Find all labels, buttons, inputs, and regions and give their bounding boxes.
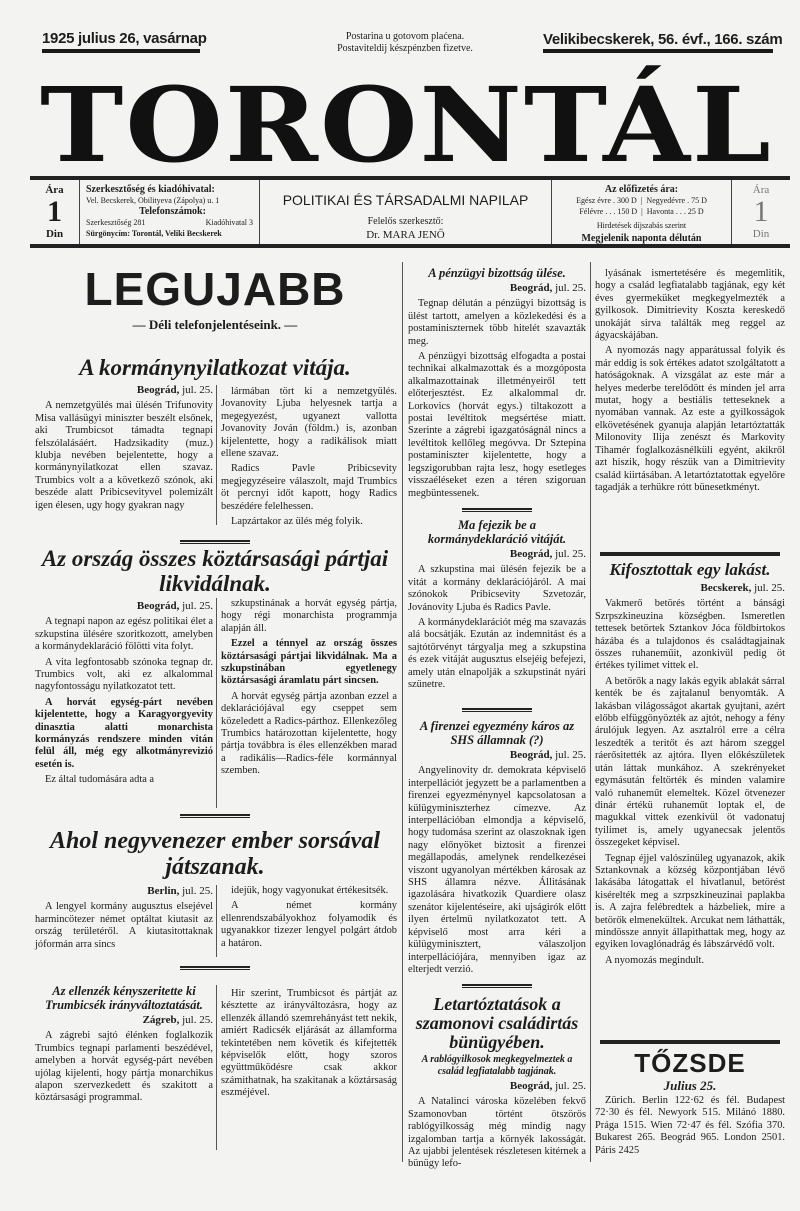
article-b2 — [408, 518, 586, 691]
article-a1-right — [221, 386, 397, 528]
article-c1 — [595, 268, 785, 494]
paragraph: A zágrebi sajtó élénken foglalkozik Trumbics tegnapi parlamenti beszédével, amelyben a horvát egység-párt nevében ujólag kijelenti, hogy pártja monarchikus alapon szervezkedett és szakitott a köztársasági programmal. — [35, 1030, 213, 1104]
subs-year: Egész évre . 300 D — [576, 196, 637, 205]
paragraph: Tegnap délután a pénzügyi bizottság is ülést tartott, amelyen a közlekedési és a postaminiszternek több hitelét szavazták meg. — [408, 298, 586, 347]
article-a2-left — [35, 598, 213, 787]
paper-type: POLITIKAI ÉS TÁRSADALMI NAPILAP — [282, 192, 529, 208]
editor-name: Dr. MARA JENŐ — [366, 229, 445, 241]
phone-publisher: Kiadóhivatal 3 — [205, 218, 253, 227]
dateline-city: Beográd, — [509, 548, 553, 560]
column-rule — [590, 262, 591, 1162]
separator — [180, 966, 250, 970]
paragraph: A horvát egység pártja azonban ezzel a deklarációjával egy cseppet sem közeledett a Radics-párthoz. Ellenkezőleg Trumbics határozottan kijelentette, hogy pártja továbbra is éles ellenzékben marad a radikális—Radics-féle kormánnyal szemben. — [221, 690, 397, 777]
paragraph: A nyomozás megindult. — [605, 954, 704, 966]
dateline-date: jul. 25. — [182, 885, 213, 897]
paragraph: Radics Pavle Pribicsevity megjegyzéseire válaszolt, majd Trumbics öt percnyi időt kapott, hogy Radics beszédére felelhessen. — [221, 463, 397, 512]
ads-rates: Hirdetések díjszabás szerint — [596, 221, 687, 230]
dateline-date: jul. 25. — [555, 548, 586, 560]
subs-quarter: Negyedévre . 75 D — [646, 196, 707, 205]
article-b4 — [408, 995, 586, 1171]
dateline-city: Zágreb, — [142, 1014, 180, 1026]
appears-daily: Megjelenik naponta délután — [581, 233, 702, 244]
subs-month: Havonta . . . 25 D — [646, 207, 704, 216]
paragraph: lyásának ismertetésére és megemlitik, hogy a család legfiatalabb tagjának, egy két éves gyermeküket megkegyelmezték a gyilkosok. Dimitrievity Koszta kereskedő unokáját sirva találták meg reggel az ágyacskájában. — [595, 268, 785, 342]
paragraph: A nyomozás nagy apparátussal folyik és már eddig is sok értékes adatot szolgáltatott a hatóságoknak. A vizsgálat az este már a helyes mederbe terelődött és minden jel arra mutat, hogy a bestiális tetteseknek a nyomában vannak. Az este a gyilkosságok elkövetésének gyanuja alapján letartóztatták Milonovity Ilija zenészt és Markovity Tihamér foglalkozásnélküli egyént, akikről azt hiszik, hogy részük van a Dimitrievity család kiirtásában. A letartóztatottak egyelőre tagadják a terhükre rótt bünesetkményt. — [595, 345, 785, 493]
separator — [180, 540, 250, 544]
paragraph: Zürich. Berlin 122·62 és fél. Budapest 72·30 és fél. Newyork 515. Milánó 1880. Prága 1515. Wien 72·47 és fél. Szófia 370. Bukarest 265. Beográd 965. London 2501. Páris 2425 — [595, 1095, 785, 1156]
paper-info — [260, 180, 552, 244]
paragraph: Hir szerint, Trumbicsot és pártját az késztette az irányváltozásra, hogy az ellenzék állandó szemrehányást tett nekik, amiért Radicsék eljárását az államforma tekintetében nem követik és kifejtették képviselők előtt, hogy szoros együttműködésre csak akkor számithatnak, ha szakitanak a köztársaság eszméjével. — [221, 988, 397, 1099]
paragraph: A horvát egység-párt nevében kijelentette, hogy a Karagyorgyevity dinasztia alatti monarchista kormányzás rendszere minden vitán felül áll, még egy alkotmányrevizió esetén is. — [35, 696, 213, 770]
dateline-date: jul. 25. — [555, 282, 586, 294]
dateline-city: Becskerek, — [700, 582, 752, 594]
dateline-date: jul. 25. — [555, 1080, 586, 1092]
rule — [543, 49, 773, 53]
dateline-date: jul. 25. — [182, 384, 213, 396]
separator — [462, 508, 532, 512]
postal-note — [300, 31, 510, 55]
paragraph: Tegnap éjjel valószinüleg ugyanazok, akik Sztankovnak a község központjában lévő lakásába látogattak el hivatlanul, betörést kisérelték meg a szrpszkineuzinai paplakba is. A zajra felébredtek a házbeliek, mire a betörők elmenekültek. Arcukat nem láthatták, mindössze annyit állapithattak meg, hogy az egyiken lovaglónadrág és lábszárvédő volt. — [595, 852, 785, 951]
paragraph: A vita legfontosabb szónoka tegnap dr. Trumbics volt, aki ez alkalommal nagyfontosságu nyilatkozatot tett. — [35, 656, 213, 693]
price-box-left — [30, 180, 80, 244]
masthead-logo: TORONTÁL — [40, 65, 773, 186]
postal-line-1: Postarina u gotovom plaćena. — [345, 31, 465, 42]
paragraph: Vakmerő betörés történt a bánsági Szrpszkineuzina községben. Ismeretlen tettesek betörtek Sztankov Jóca földbirtokos házába és a tulajdonos és családtagjainak összes ruhaneműit, azonkivül pedig öt értékes tyilimet vittek el. — [595, 598, 785, 672]
office-box — [80, 180, 260, 244]
paragraph: A tegnapi napon az egész politikai élet a szkupstina ülésére szoritkozott, amelyben a kormánydeklaráció fölötti vita folyt. — [35, 616, 213, 653]
subs-title: Az előfizetés ára: — [604, 184, 679, 195]
paragraph: A német kormány ellenrendszabályokhoz folyamodik és ugyanakkor tizezer lengyel polgárt átdob a határon. — [221, 900, 397, 949]
price-value: 1 — [47, 195, 62, 228]
dateline — [35, 384, 213, 396]
dateline-city: Berlin, — [147, 885, 180, 897]
paragraph: A szkupstina mai ülésén fejezik be a vitát a kormány deklarációjáról. A mai szónokok Pribicsevity Szvetozár, Jovánovity Ljuba és Radics Pavle. — [408, 564, 586, 613]
dateline-city: Beográd, — [509, 282, 553, 294]
paragraph: A betörők a nagy lakás egyik ablakát sárral kenték be és zajtalanul benyomták. A lakásban világosságot akartak gyujtani, azért előbb elfüggönyözték az ajtót, nehogy a fény árulójuk legyen. Az asztalról erre a célra leszedték a teritőt és azt három szeggel ráerősitették az ajtóra. Ilyen előkészületek után láttak munkához. A szekrényeket egymásután feltörték és minden valamire való ruhaneműt elemeltek. Közel ötvenezer dinár értékü ruhaneműt loptak el, de magukkal vittek ezenkivül öt vadonatuj tyilimet is, amely ugyanecsak jelentős összegeket képvisel. — [595, 675, 785, 849]
article-a2-right — [221, 598, 397, 778]
column-rule — [216, 385, 217, 525]
dateline-date: jul. 25. — [182, 1014, 213, 1026]
headline-a4: Az ellenzék kényszeritette ki Trumbicsék irányváltoztatását. — [45, 984, 203, 1012]
telegram-address: Sürgönycím: Torontál, Veliki Becskerek — [86, 229, 222, 238]
paragraph: lármában tört ki a nemzetgyülés. Jovanovity Ljuba helyesnek tartja a megegyezést, ugyanezt vallotta Jovanovity Jován (földm.) is, azonban kijelentette, hogy a radikálisok miatt ellene szavaz. — [221, 386, 397, 460]
column-rule — [216, 985, 217, 1150]
dateline-date: jul. 25. — [182, 600, 213, 612]
paragraph: A Natalinci városka közelében fekvő Szamonovban történt ötszörös rablógyilkosság még mindig nagy izgalomban tartja a környék lakosságát. Az ujabbi jelentések részletesen kitérnek a bünügy lefo- — [408, 1096, 586, 1170]
paragraph: Ez által tudomására adta a — [45, 774, 155, 786]
headline-b1: A pénzügyi bizottság ülése. — [428, 266, 566, 280]
subs-half: Félévre . . . 150 D — [579, 207, 638, 216]
separator — [462, 708, 532, 712]
dateline-city: Beográd, — [509, 1080, 553, 1092]
headline-a2: Az ország összes köztársasági pártjai likvidálnak. — [41, 546, 389, 596]
stock-exchange-date: Julius 25. — [663, 1078, 717, 1093]
article-c2 — [595, 560, 785, 967]
separator — [180, 814, 250, 818]
paragraph: Ezzel a ténnyel az ország összes köztársasági pártjai likvidálnak. Ma a szkupstinában egyetlenegy köztársasági áramlatu párt sincsen. — [221, 638, 397, 687]
subscription-box: Az előfizetés ára: Egész évre . 300 D | Negyedévre . 75 D Félévre . . . 150 D | Havonta . . . 25 D Hirdetések díjszabás szerint Megjelenik naponta délután — [552, 180, 732, 244]
price-unit: Din — [45, 228, 64, 240]
issue-date: 1925 julius 26, vasárnap — [42, 30, 207, 47]
paragraph: idejük, hogy vagyonukat értékesitsék. — [231, 885, 389, 896]
rule — [42, 49, 200, 53]
article-b3 — [408, 719, 586, 976]
headline-a1: A kormánynyilatkozat vitája. — [79, 355, 351, 380]
headline-c2: Kifosztottak egy lakást. — [609, 560, 771, 579]
article-a4-right — [221, 988, 397, 1100]
article-b1 — [408, 266, 586, 500]
paragraph: A kormánydeklarációt még ma szavazás alá bocsátják. Ezután az indemnitást és a sajtótörvényt tárgyalja meg a szkupstina és ezek vitáját augusztus elsejéig befejezi, amely után elnapolják a szkupstinát nyári szünetre. — [408, 617, 586, 691]
paragraph: Angyelinovity dr. demokrata képviselő interpellációt jegyzett be a parlamentben a firenzei egyezménynyel kapcsolatosan a külügyminiszterhez címezve. Az interpellációban elmondja a képviselő, hogy tudomása szerint az olaszoknak igen nagy előnyöket biztosit a firenzei megállapodás, amelynek rendelkezései viszont ugyanolyan mértékben károsak az SHS államra nézve. Állitásának igazolására hivatkozik Quardiere olasz szenátor kijelentéseire, aki ujságirók előtt ilyen értelmü nyilatkozatot tett. A képviselő most arra kéri a külügyminisztert, válaszoljon interpellációjára, mennyiben igaz az elterjedt verzió. — [408, 765, 586, 975]
column-rule — [216, 598, 217, 808]
editor-label: Felelős szerkesztő: — [367, 216, 444, 227]
separator — [600, 1040, 780, 1044]
headline-b3: A firenzei egyezmény káros az SHS államnak (?) — [419, 719, 575, 747]
separator — [600, 552, 780, 556]
headline-b2: Ma fejezik be a kormánydeklaráció vitáját. — [427, 518, 567, 546]
dateline-city: Beográd, — [136, 384, 180, 396]
dateline-city: Beográd, — [136, 600, 180, 612]
stock-exchange-title: TŐZSDE — [634, 1048, 746, 1078]
subheadline-b4: A rablógyilkosok megkegyelmeztek a család legfiatalabb tagjának. — [421, 1054, 573, 1077]
phone-editorial: Szerkesztőség 281 — [86, 218, 146, 227]
price-label: Ára — [45, 184, 64, 196]
info-band — [30, 176, 790, 248]
postal-line-2: Postaviteldij készpénzben fizetve. — [337, 43, 473, 54]
section-subtitle: — Déli telefonjelentéseink. — — [132, 317, 298, 332]
separator — [462, 984, 532, 988]
paragraph: A pénzügyi bizottság elfogadta a postai technikai alkalmazottak és a mozgóposta alkalmazottainak illetményeiről tett előterjesztést. Ez alkalommal dr. Lorkovics (horvát egys.) tiltakozott a postai levéltitok megsértése miatt. Szerinte a zágrebi igazgatóságnál nincs a levéltitok kellőleg megóvva. Dr Sztepina postaminiszter kijelentette, hogy a legszigorubban rajta lesz, hogy esetleges visszaéléseket ezen a téren szigoruan megbüntessenek. — [408, 351, 586, 499]
paragraph: Lapzártakor az ülés még folyik. — [231, 516, 363, 528]
price-box-right — [732, 180, 790, 244]
paragraph: A lengyel kormány augusztus elsejével harmincötezer német optáltat kiutasit az ország területéről. A kiutasitottaknak jóformán arra sincs — [35, 901, 213, 950]
dateline-date: jul. 25. — [555, 749, 586, 761]
article-a3-right — [221, 885, 397, 950]
price-value: 1 — [753, 195, 769, 228]
dateline-date: jul. 25. — [754, 582, 785, 594]
paragraph: A nemzetgyülés mai ülésén Trifunovity Misa vallásügyi miniszter beszélt elsőnek, aki Trumbicsot támadta tegnapi felszólalásáért. Hadzsikadity (muz.) klubja nevében bejelentette, hogy a kormánynyilatkozat ellen szavaz. Trumbics volt a a következő szónok, aki beszéde alatt Pribicsevityvel polemizált igen élesen, ugy hogy gyakran nagy — [35, 400, 213, 511]
article-a3-left — [35, 883, 213, 951]
stock-exchange-rates — [595, 1095, 785, 1157]
price-label: Ára — [752, 184, 770, 196]
place-issue-number: Velikibecskerek, 56. évf., 166. szám — [543, 31, 783, 48]
office-title: Szerkesztőség és kiadóhivatal: — [86, 184, 215, 195]
dateline-city: Beográd, — [509, 749, 553, 761]
section-title: LEGUJABB — [84, 263, 346, 315]
office-address: Vel. Becskerek, Obilityeva (Zápolya) u. 1 — [86, 196, 220, 205]
article-a1-left — [35, 382, 213, 512]
phones-title: Telefonszámok: — [139, 206, 206, 217]
column-rule — [216, 885, 217, 957]
price-unit: Din — [752, 228, 770, 240]
paragraph: szkupstinának a horvát egység pártja, hogy régi monarchista programmja alapján áll. — [221, 598, 397, 634]
headline-a3: Ahol negyvenezer ember sorsával játszanak. — [50, 828, 380, 880]
column-rule — [402, 262, 403, 1162]
headline-b4: Letartóztatások a szamonovi családirtás bünügyében. — [415, 994, 579, 1052]
article-a4-left — [35, 984, 213, 1105]
